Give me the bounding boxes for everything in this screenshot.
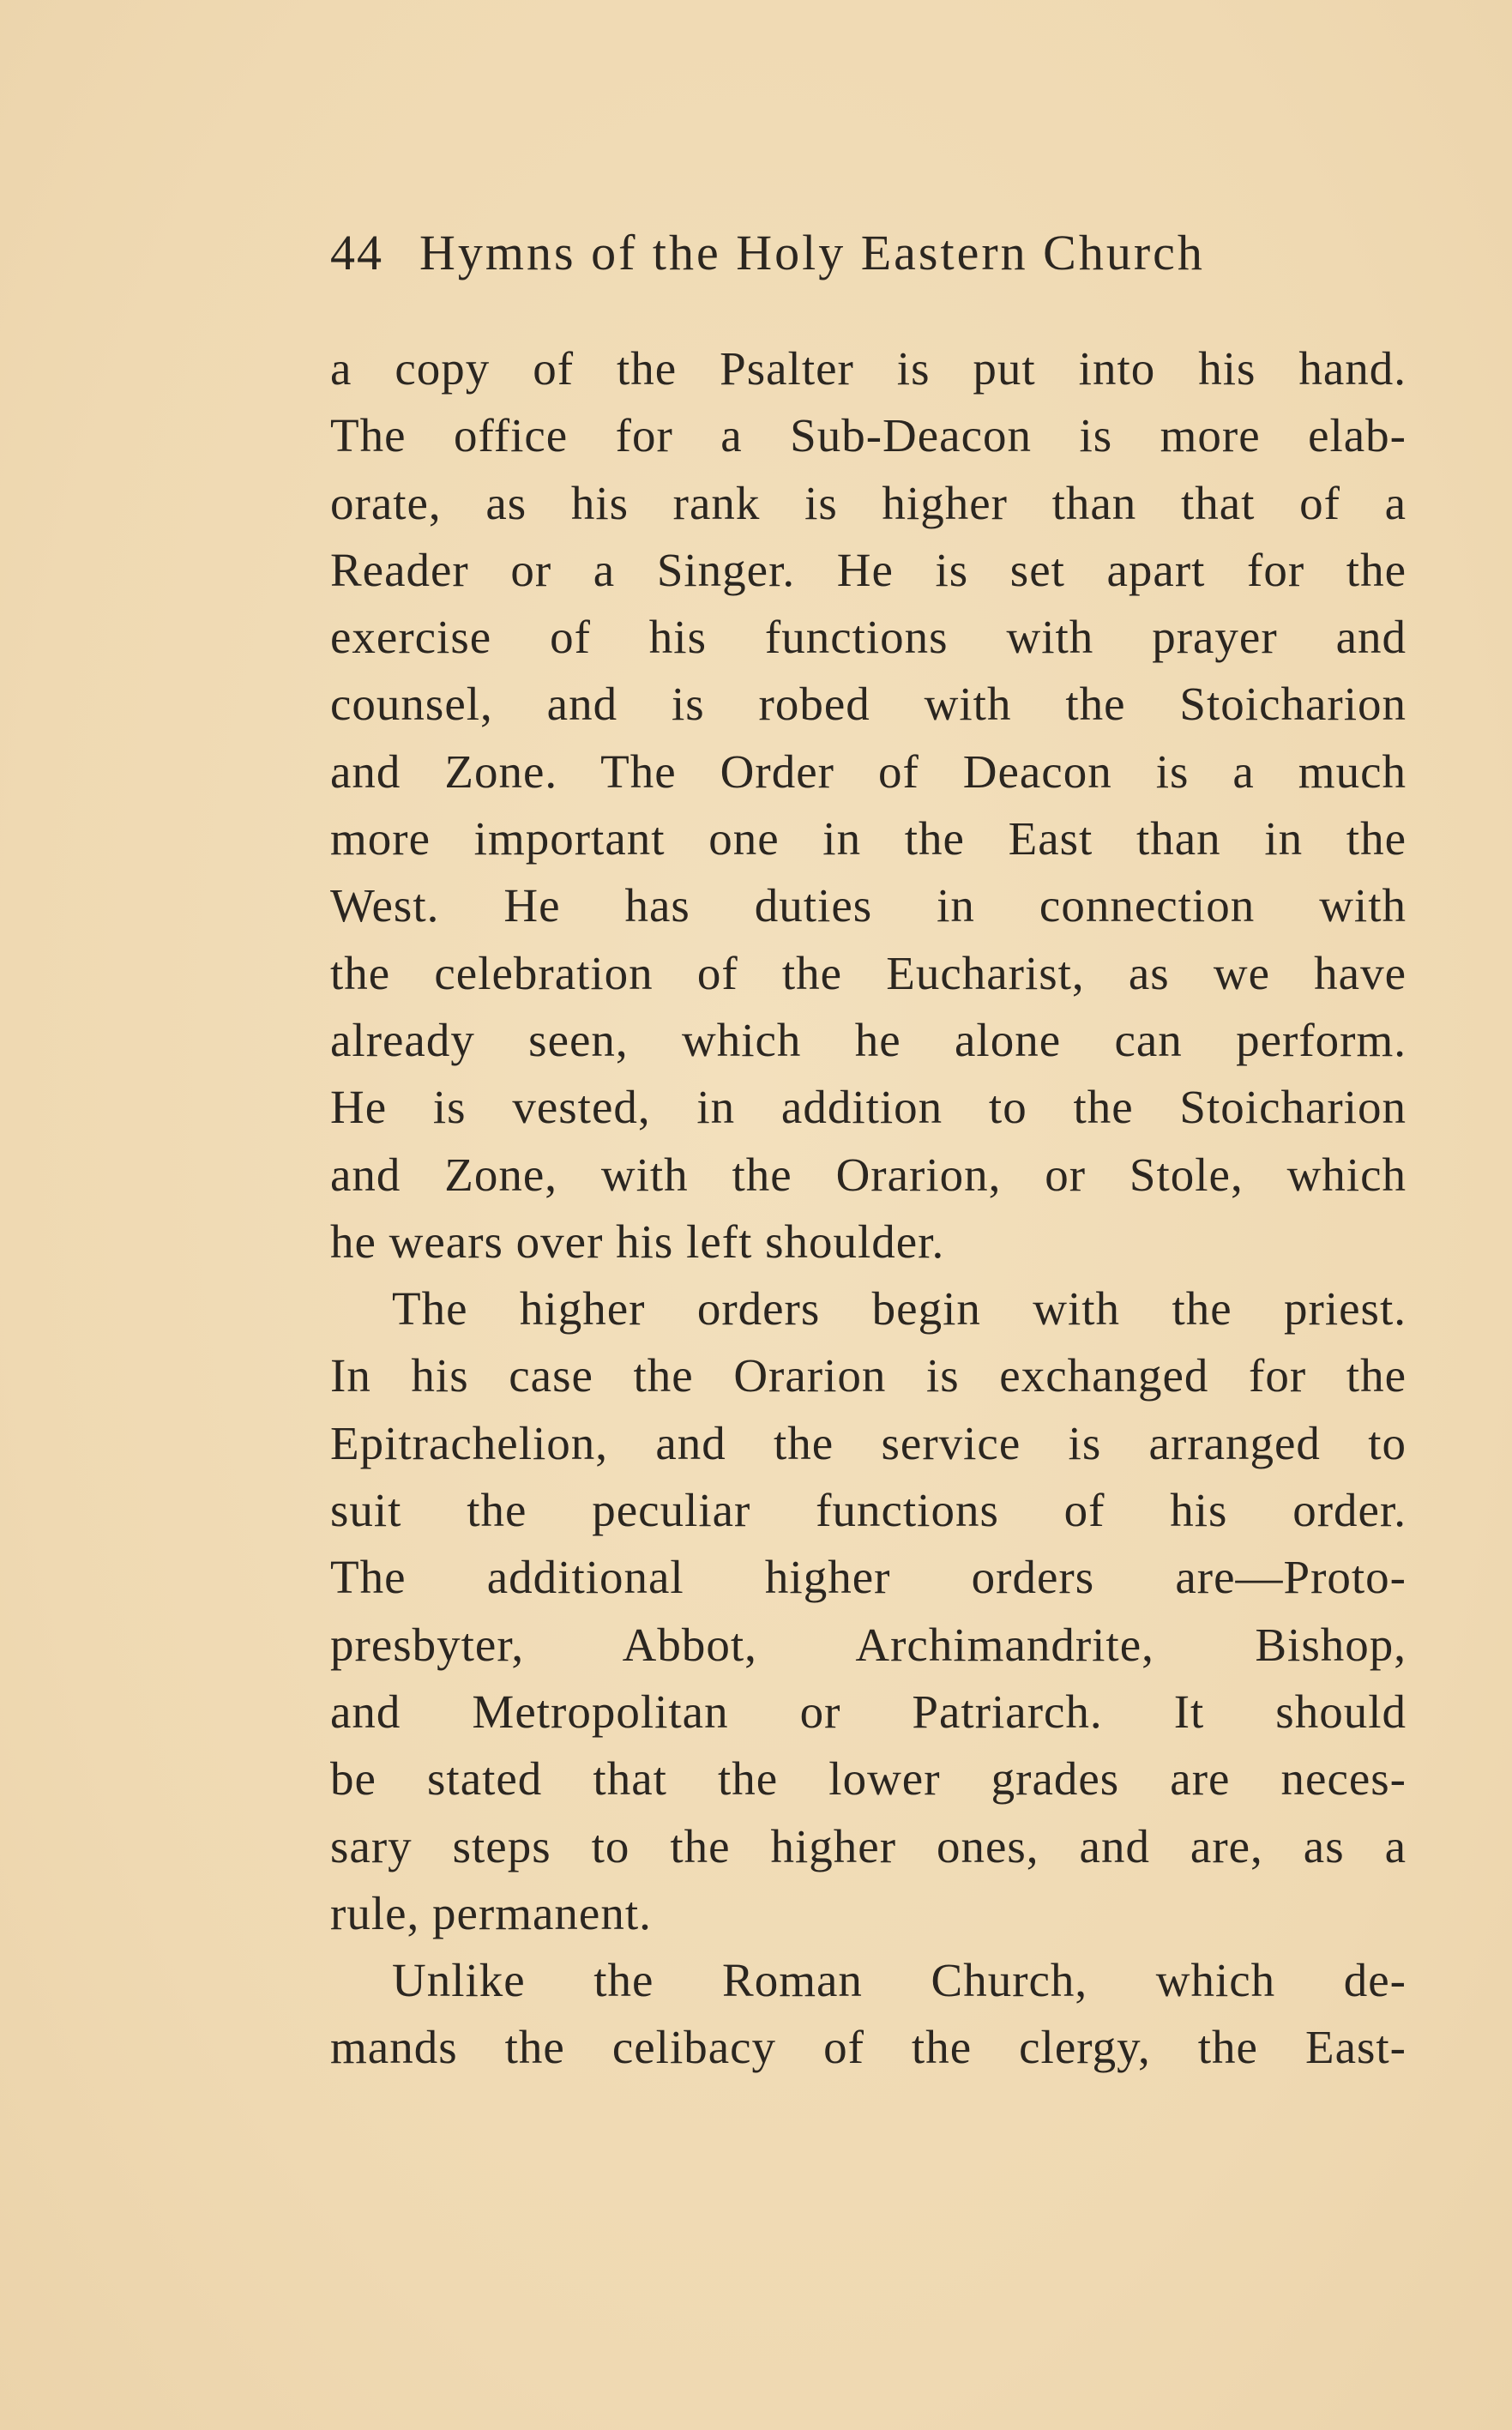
text-line: and Metropolitan or Patriarch. It should [330,1685,1407,1738]
text-line: exercise of his functions with prayer and [330,611,1407,664]
text-line: Epitrachelion, and the service is arranged to [330,1416,1407,1469]
text-line: He is vested, in addition to the Stoicharion [330,1081,1407,1134]
text-line: In his case the Orarion is exchanged for the [330,1349,1407,1402]
body-text [330,335,1407,2082]
text-line: the celebration of the Eucharist, as we have [330,946,1407,999]
text-line: and Zone. The Order of Deacon is a much [330,745,1407,798]
text-line: Reader or a Singer. He is set apart for the [330,543,1407,596]
text-line: rule, permanent. [330,1886,652,1939]
text-line: Unlike the Roman Church, which de- [392,1954,1407,2007]
text-line: The higher orders begin with the priest. [392,1282,1407,1336]
text-line: orate, as his rank is higher than that of a [330,476,1407,529]
text-line: mands the celibacy of the clergy, the East- [330,2021,1407,2074]
text-line: counsel, and is robed with the Stoicharion [330,678,1407,731]
text-line: a copy of the Psalter is put into his hand. [330,342,1407,395]
text-line: presbyter, Abbot, Archimandrite, Bishop, [330,1618,1407,1671]
text-line: sary steps to the higher ones, and are, as a [330,1819,1407,1872]
text-line: The additional higher orders are—Proto- [330,1551,1407,1604]
page-number: 44 [330,225,383,280]
running-header [330,219,1334,287]
running-title: Hymns of the Holy Eastern Church [419,225,1205,280]
text-line: and Zone, with the Orarion, or Stole, which [330,1148,1407,1201]
text-line: West. He has duties in connection with [330,879,1407,932]
text-line: he wears over his left shoulder. [330,1215,945,1268]
text-line: more important one in the East than in the [330,812,1407,865]
text-line: already seen, which he alone can perform. [330,1013,1407,1066]
text-line: be stated that the lower grades are neces- [330,1752,1407,1806]
text-line: suit the peculiar functions of his order. [330,1484,1407,1537]
text-line: The office for a Sub-Deacon is more elab- [330,409,1407,462]
